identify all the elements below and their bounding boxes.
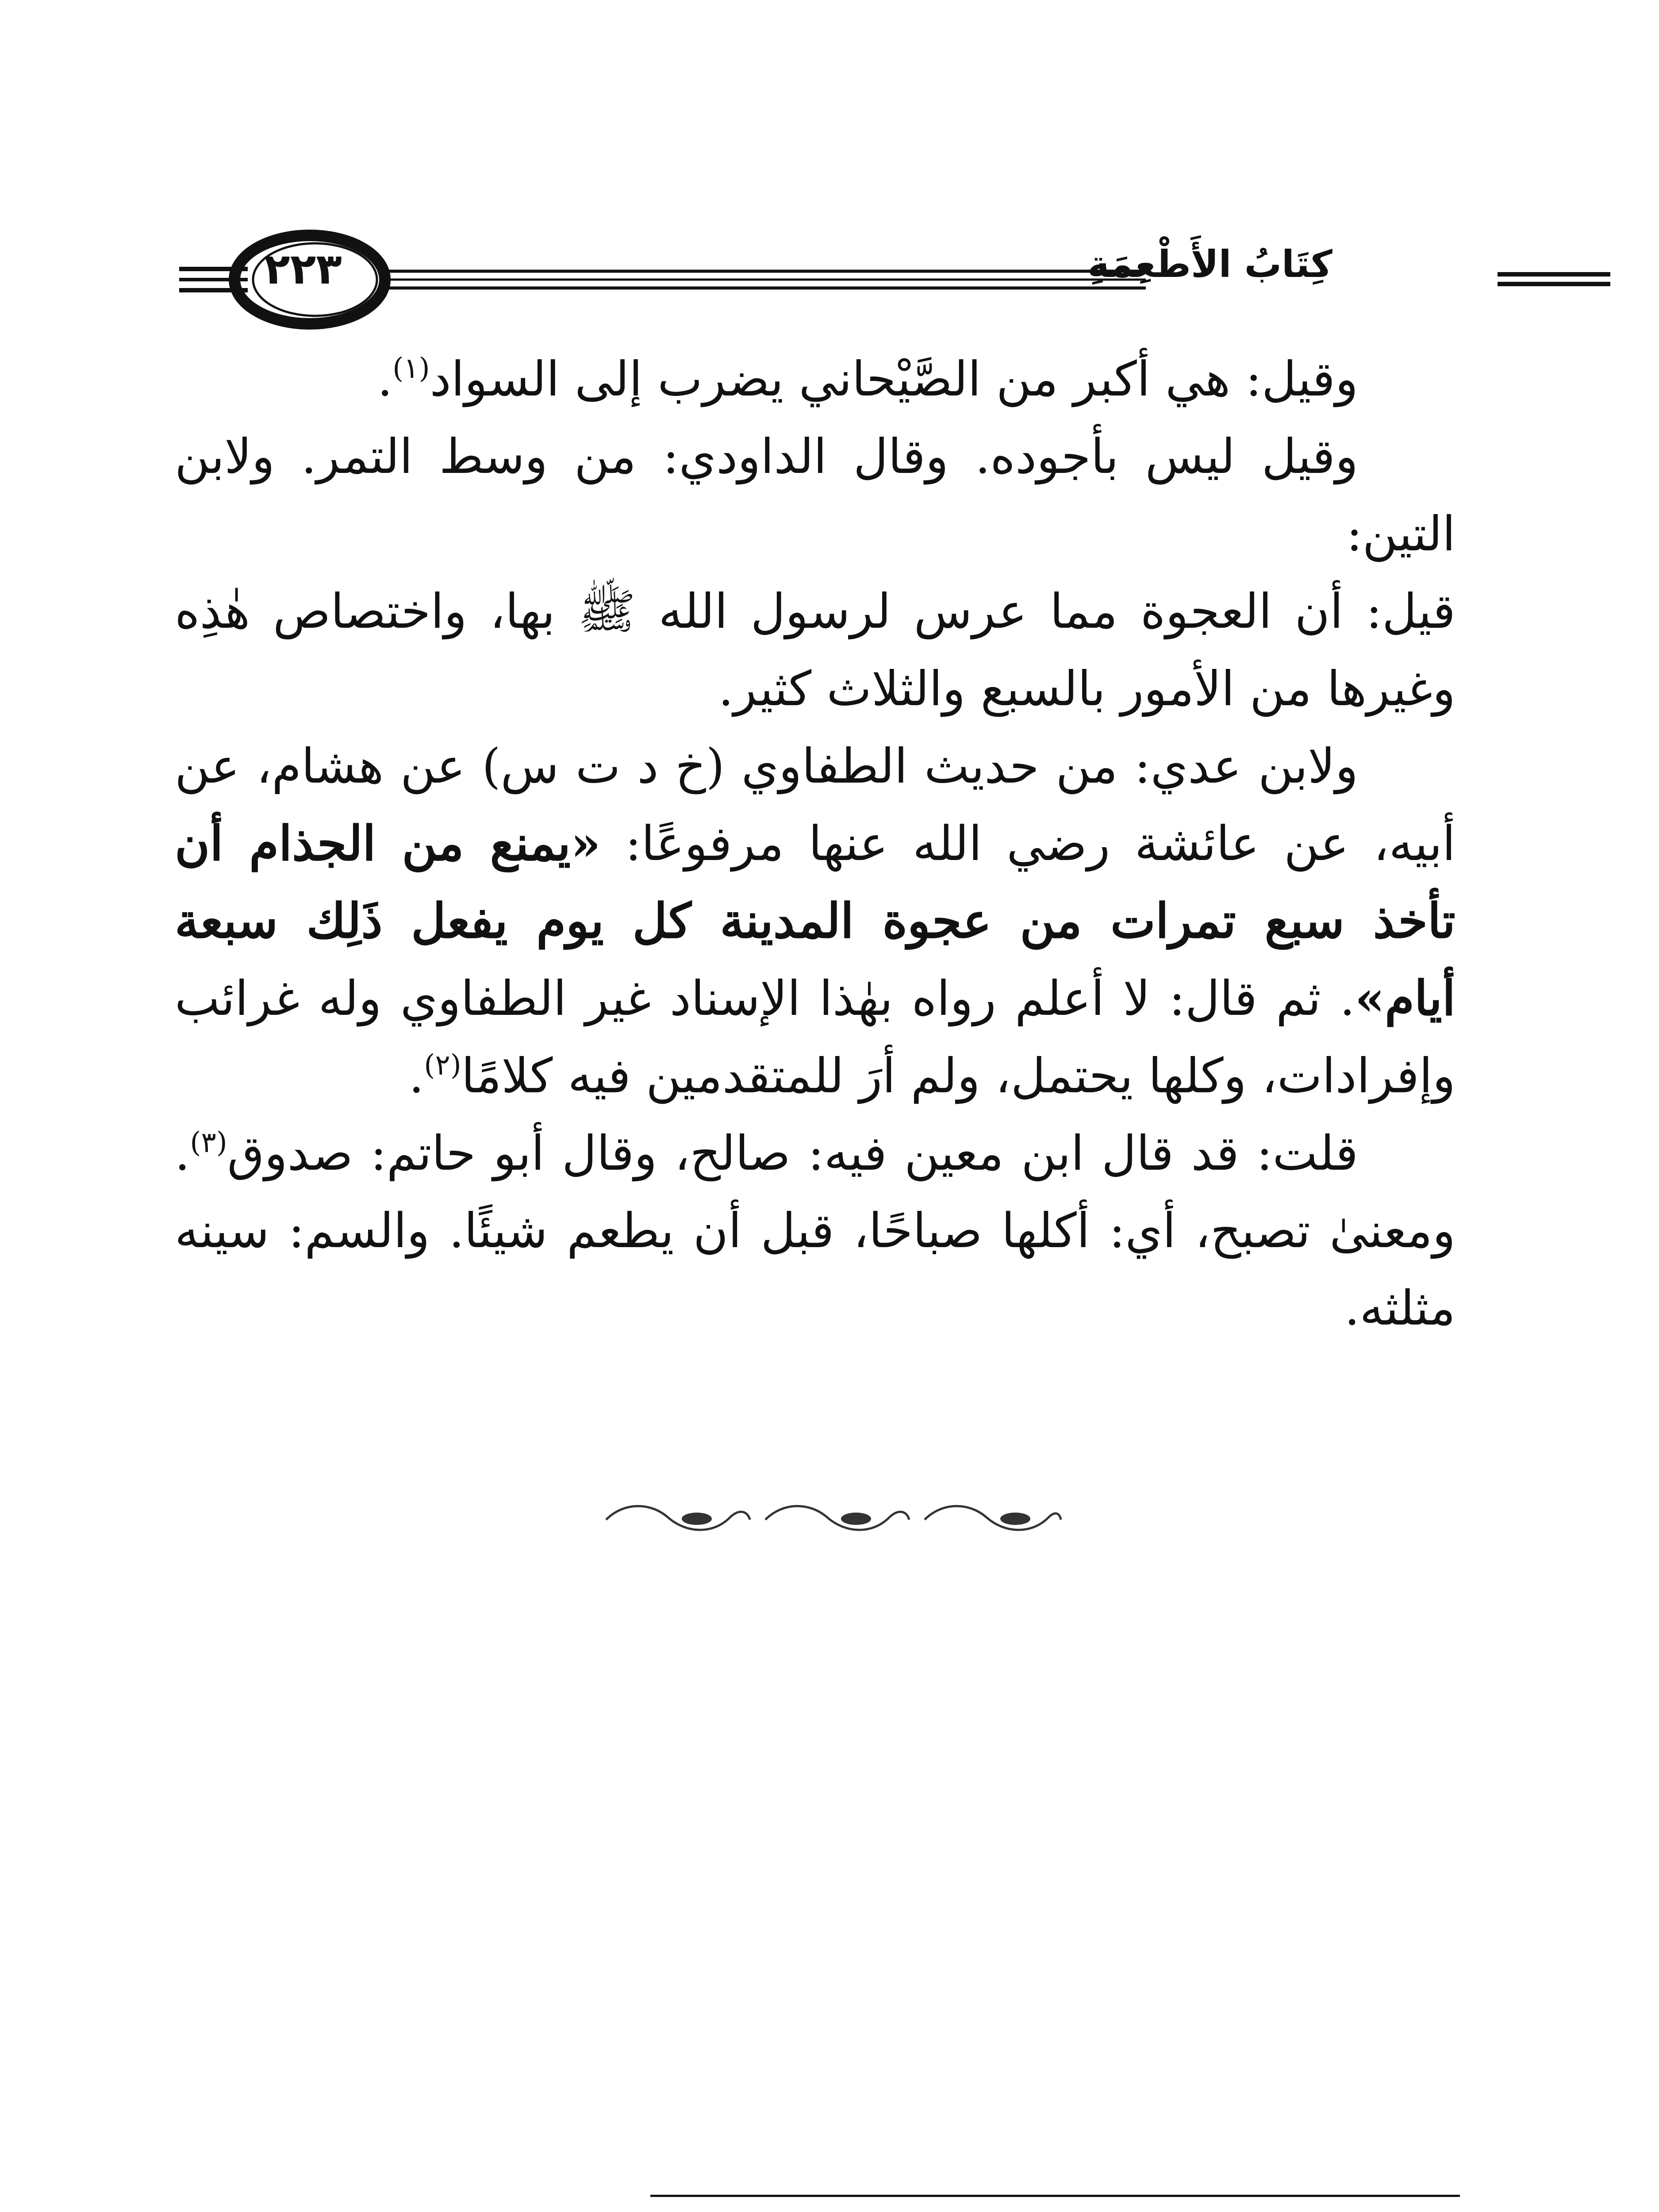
footnote-ref-2: (٢) [424, 1049, 461, 1082]
paragraph-3-commentary: . ثم قال: لا أعلم رواه بهٰذا الإسناد غير الطفاوي وله غرائب وإفرادات، وكلها يحتمل، ولم أرَ للمتقدمين فيه كلامًا [175, 971, 1455, 1104]
footnote-separator [650, 2195, 1460, 2197]
paragraph-4-start: قلت: قد قال ابن معين فيه: صالح، وقال أبو حاتم: صدوق [227, 1126, 1358, 1181]
paragraph-2-line-1: وقيل ليس بأجوده. وقال الداودي: من وسط التمر. ولابن التين: [175, 429, 1455, 562]
footnote-ref-3: (٣) [190, 1126, 227, 1159]
paragraph-4 [175, 1115, 1455, 1347]
page-number: ٢٢٣ [264, 244, 342, 294]
paragraph-1 [175, 341, 1455, 418]
section-end-ornament [597, 1493, 1066, 1542]
paragraph-1-text: وقيل: هي أكبر من الصَّيْحاني يضرب إلى السواد [430, 352, 1358, 407]
book-title: كِتَابُ الأَطْعِمَةِ [1087, 242, 1333, 286]
paragraph-3 [175, 728, 1455, 1115]
paragraph-3-end: . [409, 1048, 424, 1104]
main-text [175, 341, 1455, 1347]
paragraph-1-end: . [377, 352, 393, 407]
footnote-ref-1: (١) [392, 352, 430, 385]
paragraph-2-rest: قيل: أن العجوة مما عرس لرسول الله ﷺ بها، واختصاص هٰذِه وغيرها من الأمور بالسبع والثلاث كثير. [175, 584, 1456, 717]
page-header [0, 0, 1659, 336]
paragraph-4-rest: . ومعنىٰ تصبح، أي: أكلها صباحًا، قبل أن يطعم شيئًا. والسم: سينه مثلثه. [175, 1126, 1455, 1336]
hadith-quote: «يمنع من الجذام أن تأخذ سبع تمرات من عجوة المدينة كل يوم يفعل ذَلِك سبعة أيام» [175, 816, 1455, 1026]
paragraph-3-intro: ولابن عدي: من حديث الطفاوي (خ د ت س) عن هشام، عن أبيه، عن عائشة رضي الله عنها مرفوعًا: [175, 739, 1456, 872]
